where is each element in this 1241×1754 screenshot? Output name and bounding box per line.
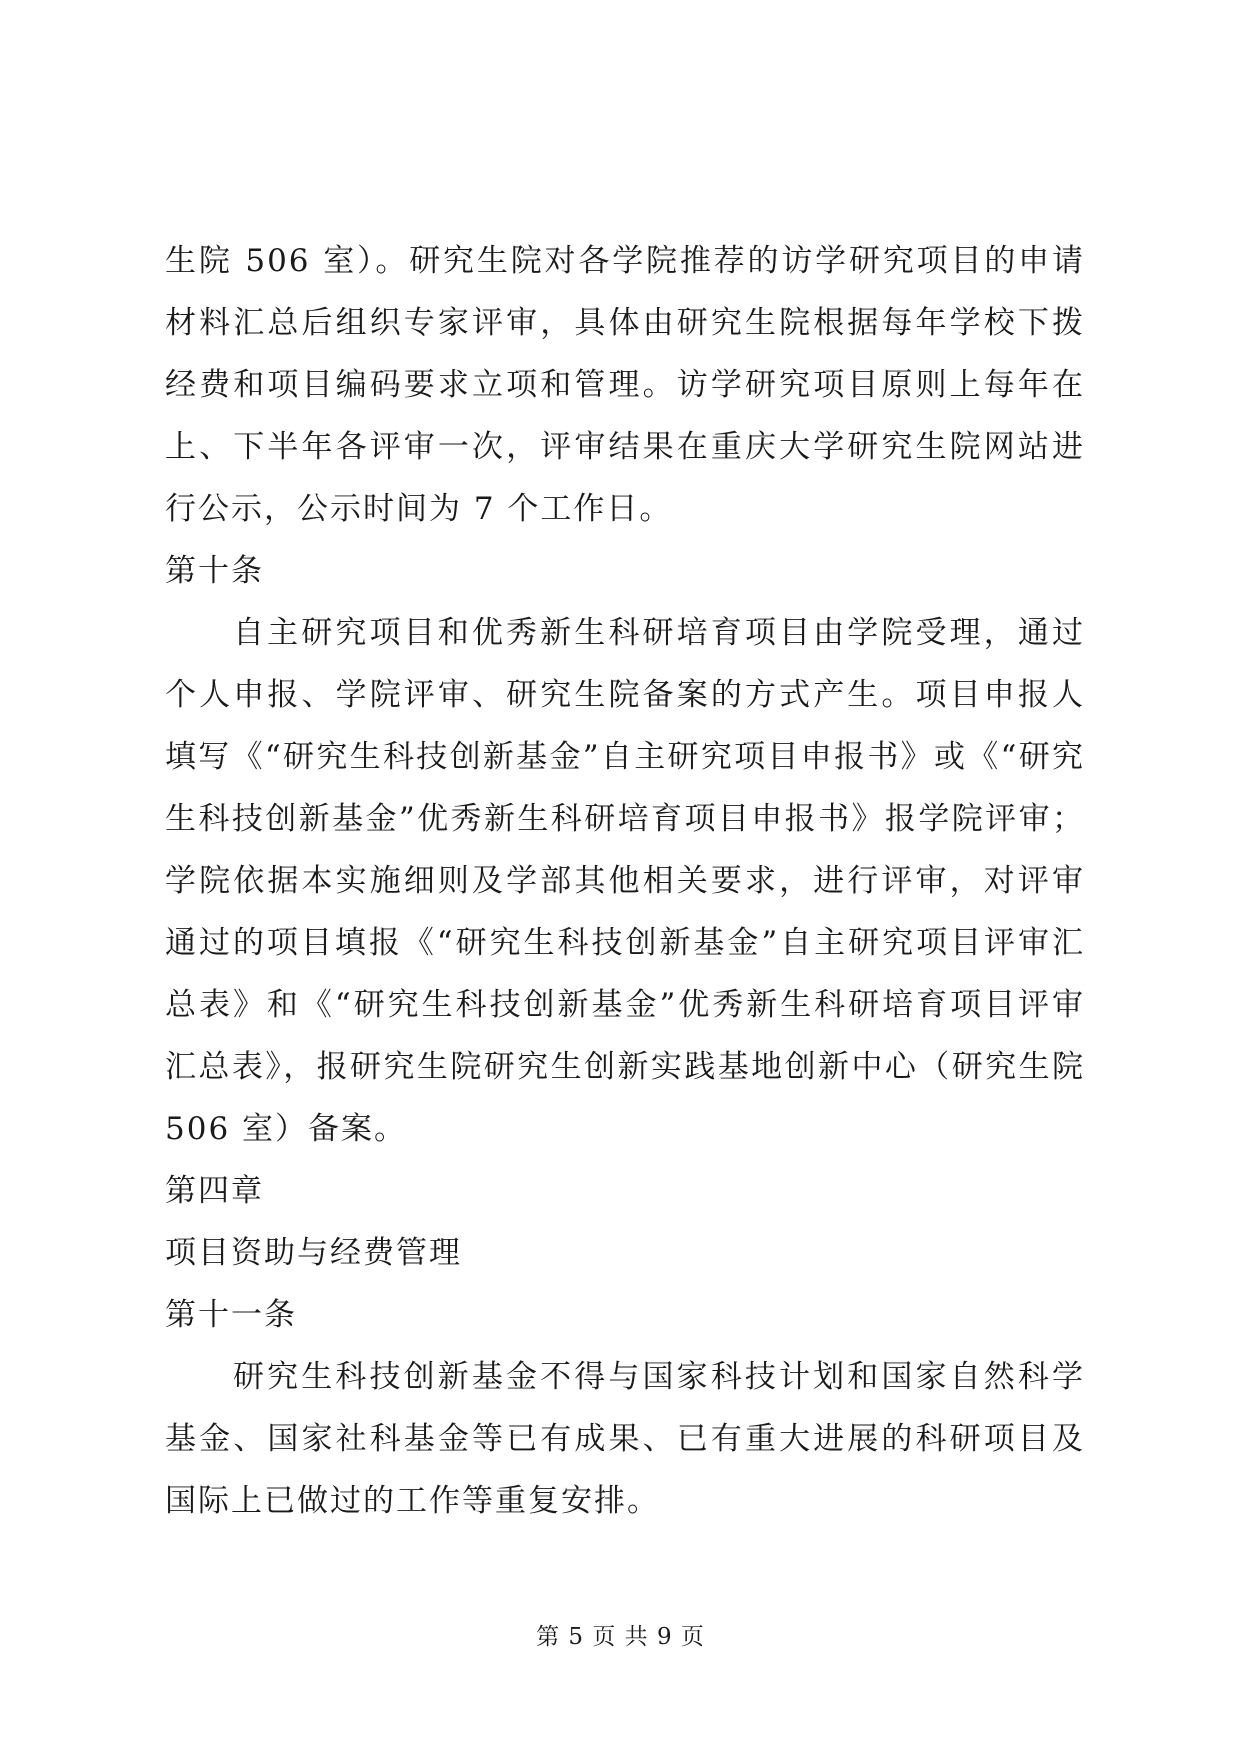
chapter-4-heading: 第四章 bbox=[165, 1173, 264, 1209]
article-11-heading: 第十一条 bbox=[165, 1297, 297, 1333]
article-10-paragraph: 自主研究项目和优秀新生科研培育项目由学院受理，通过个人申报、学院评审、研究生院备案的方式产生。项目申报人填写《“研究生科技创新基金”自主研究项目申报书》或《“研究生科技创新基金”优秀新生科研培育项目申报书》报学院评审；学院依据本实施细则及学部其他相关要求，进行评审，对评审通过的项目填报《“研究生科技创新基金”自主研究项目评审汇总表》和《“研究生科技创新基金”优秀新生科研培育项目评审汇总表》，报研究生院研究生创新实践基地创新中心（研究生院 506 室）备案。 bbox=[165, 615, 1085, 1147]
continuation-paragraph: 生院 506 室）。研究生院对各学院推荐的访学研究项目的申请材料汇总后组织专家评审，具体由研究生院根据每年学校下拨经费和项目编码要求立项和管理。访学研究项目原则上每年在上、下半年各评审一次，评审结果在重庆大学研究生院网站进行公示，公示时间为 7 个工作日。 bbox=[165, 243, 1085, 527]
article-11-paragraph: 研究生科技创新基金不得与国家科技计划和国家自然科学基金、国家社科基金等已有成果、已有重大进展的科研项目及国际上已做过的工作等重复安排。 bbox=[165, 1359, 1085, 1519]
article-10-heading: 第十条 bbox=[165, 553, 264, 589]
document-body bbox=[165, 230, 1085, 1532]
page-footer: 第 5 页 共 9 页 bbox=[536, 1624, 705, 1650]
chapter-4-subtitle: 项目资助与经费管理 bbox=[165, 1235, 462, 1271]
